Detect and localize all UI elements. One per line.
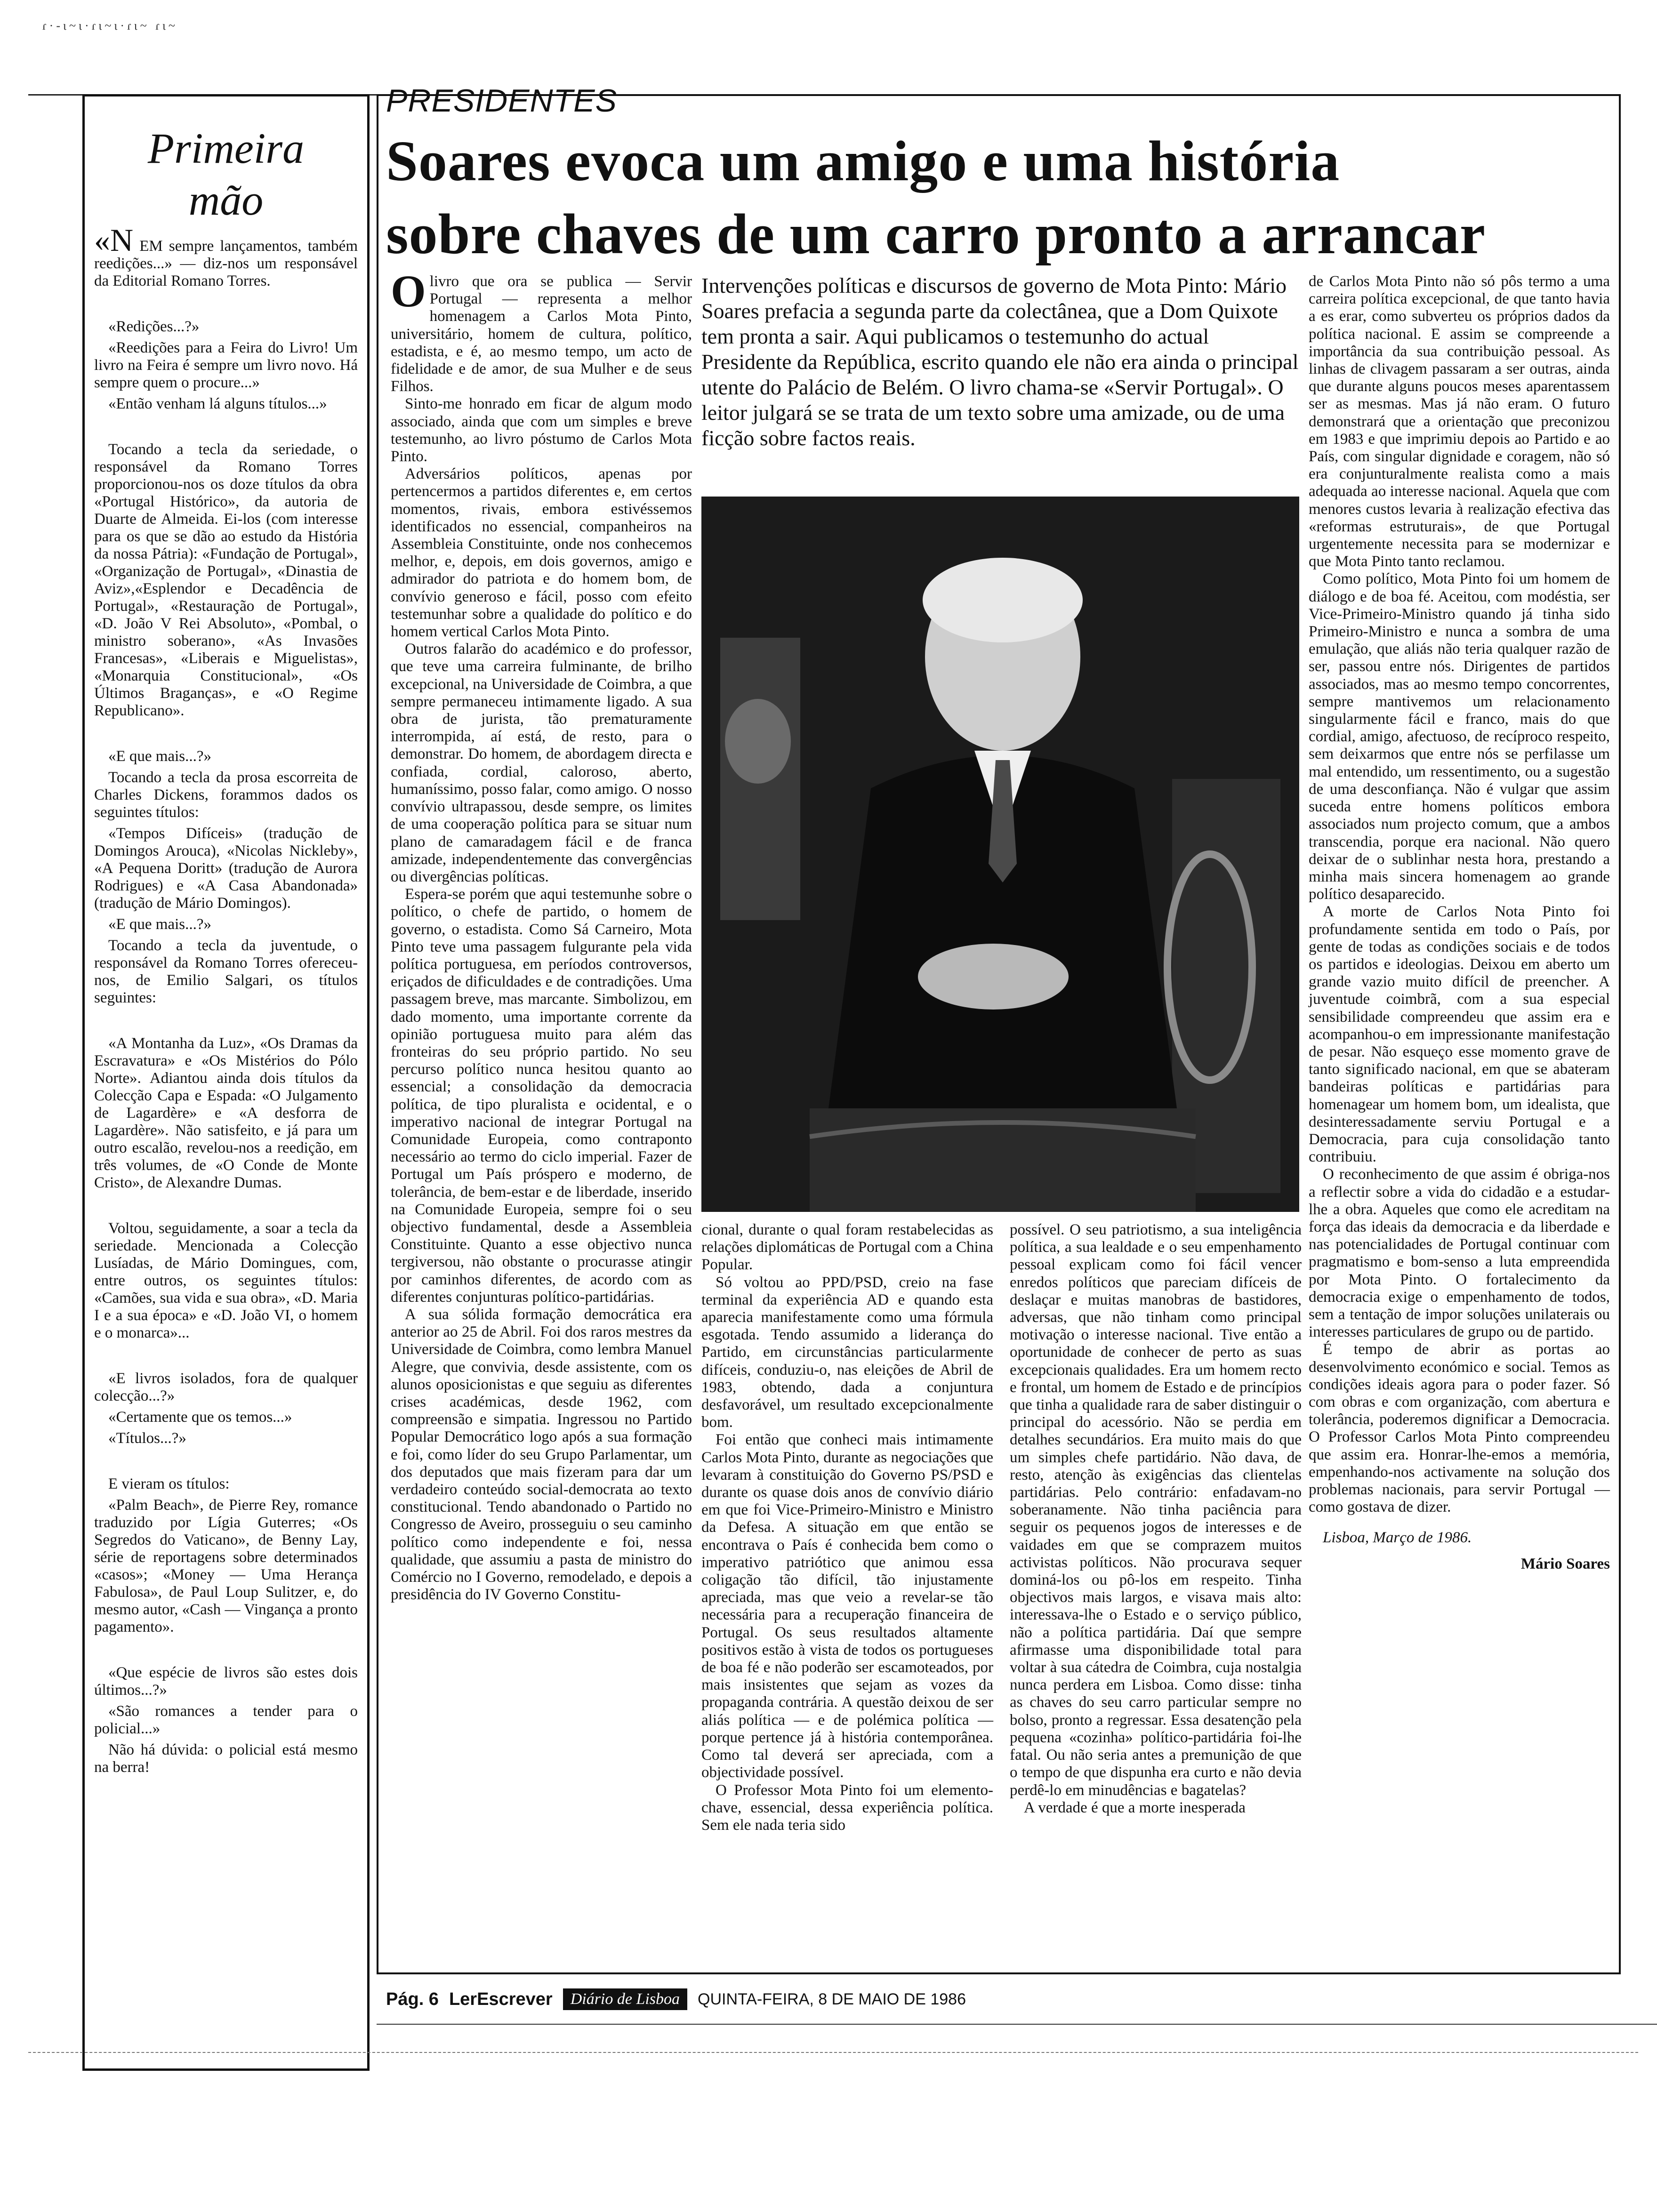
article-paragraph: Outros falarão do académico e do professor, que teve uma carreira fulminante, de brilho excepcional, na Universidade de Coimbra, a que sempre permaneceu intimamente ligado. A sua obra de jurista, tão prematuramente interrompida, aí está, de resto, para o demonstrar. Do homem, de abordagem directa e confiada, cordial, caloroso, aberto, humaníssimo, posso falar, como amigo. O nosso convívio ultrapassou, desde sempre, os limites de uma cooperação política para se situar num plano de camaradagem fácil e de franca amizade, independentemente das convergências ou divergências políticas.: [391, 641, 692, 885]
article-column-3: [1010, 1221, 1302, 1817]
sidebar-paragraph: «Tempos Difíceis» (tradução de Domingos Arouca), «Nicolas Nickleby», «A Pequena Doritt» (tradução de Aurora Rodrigues) e «A Casa Abandonada» (tradução de Mário Domingos).: [94, 825, 358, 912]
portrait-photo-image: [701, 497, 1299, 1212]
headline-line1: Soares evoca um amigo e uma história: [386, 129, 1340, 193]
article-paragraph: A sua sólida formação democrática era anterior ao 25 de Abril. Foi dos raros mestres da Universidade de Coimbra, como lembra Manuel Alegre, que convivia, desde assistente, com os alunos oposicionistas e que seguiu as diferentes crises académicas, desde 1962, com compreensão e simpatia. Ingressou no Partido Popular Democrático logo após a sua formação e foi, como líder do seu Grupo Parlamentar, um dos deputados que mais fizeram para dar um verdadeiro conteúdo social-democrata ao texto constitucional. Tendo abandonado o Partido no Congresso de Aveiro, prosseguiu o seu caminho político como independente e foi, nessa qualidade, que assumiu a pasta de ministro do Comércio no I Governo, remodelado, e depois a presidência do IV Governo Constitu-: [391, 1306, 692, 1603]
article-standfirst: Intervenções políticas e discursos de governo de Mota Pinto: Mário Soares prefacia a segunda parte da colectânea, que a Dom Quixote tem pronta a sair. Aqui publicamos o testemunho do actual Presidente da República, escrito quando ele não era ainda o principal utente do Palácio de Belém. O livro chama-se «Servir Portugal». O leitor julgará se se trata de um texto sobre uma amizade, ou de uma ficção sobre factos reais.: [701, 273, 1299, 450]
drop-cap: O: [391, 266, 426, 316]
footer-rule: [377, 2024, 1657, 2025]
article-paragraph: Foi então que conheci mais intimamente Carlos Mota Pinto, durante as negociações que levaram à constituição do Governo PS/PSD e durante os quase dois anos de convívio diário em que foi Vice-Primeiro-Ministro e Ministro da Defesa. A situação em que então se encontrava o País é conhecida bem como o imperativo patriótico que animou essa coligação tão difícil, tão injustamente apreciada, mas que veio a revelar-se tão necessária para a recuperação financeira de Portugal. Os seus resultados altamente positivos estão à vista de todos os portugueses de boa fé e não poderão ser escamoteados, por mais insistentes que sejam as vozes da propaganda contrária. A questão deixou de ser aliás política — e de polémica política — porque pertence já à história contemporânea. Como tal deverá ser apreciada, com a objectividade possível.: [701, 1431, 993, 1781]
article-paragraph-text: livro que ora se publica — Servir Portugal — representa a melhor homenagem a Carlos Mota Pinto, universitário, homem de cultura, político, estadista, e é, ao mesmo tempo, um acto de fidelidade e de amor, de sua Mulher e de seus Filhos.: [391, 273, 692, 395]
sidebar-lead-paragraph: [94, 222, 358, 290]
sidebar-paragraph: «Palm Beach», de Pierre Rey, romance traduzido por Lígia Guterres; «Os Segredos do Vaticano», de Benny Lay, série de reportagens sobre determinados «casos»; «Money — Uma Herança Fabulosa», de Paul Loup Sulitzer, e, do mesmo autor, «Cash — Vingança a pronto pagamento».: [94, 1497, 358, 1635]
article-paragraph: Adversários políticos, apenas por pertencermos a partidos diferentes e, em certos momentos, rivais, embora estivéssemos identificados no essencial, companheiros na Assembleia Constituinte, onde nos conhecemos melhor, e, depois, em dois governos, amigo e admirador do patriota e do homem bom, de convívio generoso e fácil, posso com efeito testemunhar sobre a qualidade do político e do homem vertical Carlos Mota Pinto.: [391, 465, 692, 641]
page-top-mark: ɾ·‑ι~ι·ɾι~ι·ɾι~ ɾι~: [42, 19, 178, 32]
article-paragraph: O Professor Mota Pinto foi um elemento-chave, essencial, dessa experiência política. Sem ele nada teria sido: [701, 1781, 993, 1834]
sidebar-paragraph: «E que mais...?»: [108, 916, 212, 933]
article-paragraph: A verdade é que a morte inesperada: [1024, 1799, 1246, 1816]
sidebar-paragraph: E vieram os títulos:: [108, 1475, 230, 1492]
sidebar-paragraph: «Redições...?»: [108, 318, 200, 335]
sidebar-paragraph: Tocando a tecla da seriedade, o responsável da Romano Torres proporcionou-nos os doze títulos da obra «Portugal Histórico», da autoria de Duarte de Almeida. Ei-los (com interesse para os que se dão ao estudo da História da nossa Pátria): «Fundação de Portugal», «Organização de Portugal», «Dinastia de Aviz»,«Esplendor e Decadência de Portugal», «Restauração de Portugal», «D. João V Rei Absoluto», «Pombal, o ministro soberano», «As Invasões Francesas», «Liberais e Miguelistas», «Monarquia Constitucional», «Os Últimos Braganças», e «O Regime Republicano».: [94, 441, 358, 719]
headline-line2: sobre chaves de um carro pronto a arrancar: [386, 202, 1486, 266]
sidebar-title: [89, 122, 362, 226]
footer-date: QUINTA-FEIRA, 8 DE MAIO DE 1986: [698, 1990, 966, 2008]
signature-name: Mário Soares: [1520, 1555, 1610, 1572]
article-paragraph: Como político, Mota Pinto foi um homem de diálogo e de boa fé. Aceitou, com modéstia, ser Vice-Primeiro-Ministro quando já tinha sido Primeiro-Ministro e nunca a sombra de uma emulação, que aliás não teria qualquer razão de ser, passou entre nós. Dirigentes de partidos associados, mas ao mesmo tempo concorrentes, sempre mantivemos um relacionamento singularmente fácil e franco, mais do que cordial, amigo, afectuoso, de recíproco respeito, sem deixarmos que entre nós se perfilasse um mal entendido, um ressentimento, ou a sugestão de uma desconfiança. Não é vulgar que assim suceda entre homens políticos embora associados num projecto comum, que a ambos transcendia, porque era nacional. Não quero deixar de o sublinhar nesta hora, prestando a minha mais sincera homenagem ao grande político desaparecido.: [1309, 570, 1610, 903]
article-paragraph: cional, durante o qual foram restabelecidas as relações diplomáticas de Portugal com a China Popular.: [701, 1221, 993, 1274]
article-paragraph: Espera-se porém que aqui testemunhe sobre o político, o chefe de partido, o homem de governo, o estadista. Como Sá Carneiro, Mota Pinto teve uma passagem fulgurante pela vida política portuguesa, em períodos controversos, eriçados de dificuldades e de contradições. Uma passagem breve, mas marcante. Simbolizou, em dado momento, uma importante corrente da opinião portuguesa muito para além das fronteiras do seu próprio partido. No seu percurso político nunca hesitou quanto ao essencial; a consolidação da democracia política, de tipo pluralista e ocidental, e o imperativo nacional de integrar Portugal na Comunidade Europeia, como contraponto necessário ao termo do ciclo imperial. Fazer de Portugal um País próspero e moderno, de tolerância, de bem-estar e de liberdade, inserido na Comunidade Europeia, sempre foi o seu objectivo fundamental, desde a Assembleia Constituinte. Quanto a esse objectivo nunca tergiversou, não obstante o procurasse atingir por caminhos diferentes, de acordo com as diferentes conjunturas político-partidárias.: [391, 886, 692, 1306]
sidebar-paragraph: Tocando a tecla da juventude, o responsável da Romano Torres ofereceu-nos, de Emilio Salgari, os títulos seguintes:: [94, 937, 358, 1006]
sidebar-title-line1: Primeira: [147, 124, 305, 172]
portrait-photo: [701, 497, 1299, 1212]
sidebar-lead-cap: «N: [94, 222, 134, 258]
sidebar-paragraph: «São romances a tender para o policial...»: [94, 1703, 358, 1737]
signature-place: Lisboa, Março de 1986.: [1323, 1529, 1472, 1547]
sidebar-paragraph: Tocando a tecla da prosa escorreita de Charles Dickens, forammos dados os seguintes títulos:: [94, 769, 358, 821]
sidebar-paragraph: «Então venham lá alguns títulos...»: [108, 395, 327, 412]
article-paragraph: O reconhecimento de que assim é obriga-nos a reflectir sobre a vida do cidadão e a estudar-lhe a obra. Aqueles que como ele acreditam na força das ideais da democracia e da liberdade e nas potencialidades de Portugal continuar com pragmatismo e bom-senso a luta empreendida por Mota Pinto. O fortalecimento da democracia exige o empenhamento de todos, sem a tentação de impor soluções unilaterais ou interesses particulares de grupo ou de partido.: [1309, 1166, 1610, 1341]
sidebar-paragraph: «Que espécie de livros são estes dois últimos...?»: [94, 1664, 358, 1699]
sidebar-paragraph: «Reedições para a Feira do Livro! Um livro na Feira é sempre um livro novo. Há sempre quem o procure...»: [94, 339, 358, 391]
sidebar-paragraph: EM sempre lançamentos, também reedições...» — diz-nos um responsável da Editorial Romano Torres.: [94, 238, 358, 289]
sidebar-paragraph: «A Montanha da Luz», «Os Dramas da Escravatura» e «Os Mistérios do Pólo Norte». Adiantou ainda dois títulos da Colecção Capa e Espada: «O Julgamento de Lagardère» e «A desforra de Lagardère». Não satisfeito, e já para um outro escalão, revelou-nos a reedição, em três volumes, de «O Conde de Monte Cristo», de Alexandre Dumas.: [94, 1035, 358, 1191]
footer-section: LerEscrever: [449, 1989, 553, 2009]
article-paragraph: A morte de Carlos Nota Pinto foi profundamente sentida em todo o País, por gente de todas as condições sociais e de todos os partidos e ideologias. Deixou em aberto um grande vazio muito difícil de preencher. A juventude coimbrã, com a sua especial sensibilidade compreendeu que assim era e acompanhou-o em impressionante manifestação de pesar. Não esqueço esse momento grave de tanto significado nacional, em que se abateram bandeiras políticas e partidárias para homenagear um homem bom, um idealista, que desinteressadamente serviu Portugal e a Democracia, para cuja consolidação tanto contribuiu.: [1309, 903, 1610, 1166]
article-paragraph: É tempo de abrir as portas ao desenvolvimento económico e social. Temos as condições ideais agora para o poder fazer. Só com obras e com organização, com abertura e tolerância, poderemos dignificar a Democracia. O Professor Carlos Mota Pinto compreendeu que assim era. Honrar-lhe-emos a memória, empenhando-nos activamente na solução dos problemas nacionais, para servir Portugal — como gostava de dizer.: [1309, 1341, 1610, 1516]
article-paragraph: Só voltou ao PPD/PSD, creio na fase terminal da experiência AD e quando esta aparecia manifestamente como uma fórmula esgotada. Tendo assumido a liderança do Partido, em circunstâncias particularmente difíceis, conduziu-o, nas eleições de Abril de 1983, obtendo, dada a conjuntura desfavorável, um resultado excepcionalmente bom.: [701, 1274, 993, 1431]
sidebar-paragraph: «E que mais...?»: [108, 748, 212, 765]
sidebar-paragraph: «E livros isolados, fora de qualquer colecção...?»: [94, 1370, 358, 1404]
page-footer: [386, 1988, 966, 2010]
article-paragraph: possível. O seu patriotismo, a sua inteligência política, a sua lealdade e o seu empenhamento pessoal explicam como foi fácil vencer enredos políticos que pareciam difíceis de deslaçar e muitas manobras de bastidores, adversas, que não tinham como principal motivação o interesse nacional. Tive então a oportunidade de conhecer de perto as suas excepcionais qualidades. Era um homem recto e frontal, um homem de Estado e de princípios que tinha a qualidade rara de saber distinguir o principal do acessório. Não se perdia em detalhes secundários. Era muito mais do que um simples chefe partidário. Não dava, de resto, atenção às exigências das clientelas partidárias. Pelo contrário: enfadavam-no soberanamente. Não tinha paciência para seguir os pequenos jogos de interesses e de vaidades em que se comprazem muitos activistas políticos. Não procurava sequer dominá-los ou pô-los em respeito. Tinha objectivos mais largos, e visava mais alto: interessava-lhe o Estado e o serviço público, não a política partidária. Daí que sempre afirmasse uma disponibilidade total para voltar à sua cátedra de Coimbra, cuja nostalgia nunca perdera em Lisboa. Como disse: tinha as chaves do seu carro particular sempre no bolso, pronto a regressar. Essa desatenção pela pequena «cozinha» político-partidária foi-lhe fatal. Ou não seria antes a premunição de que o tempo de que dispunha era curto e não devia perdê-lo em minudências e bagatelas?: [1010, 1221, 1302, 1799]
sidebar-paragraph: Não há dúvida: o policial está mesmo na berra!: [94, 1741, 358, 1776]
footer-dashed-line: [28, 2052, 1638, 2053]
article-paragraph: [391, 266, 692, 395]
sidebar-paragraph: «Certamente que os temos...»: [108, 1409, 292, 1426]
sidebar-paragraph: Voltou, seguidamente, a soar a tecla da seriedade. Mencionada a Colecção Lusíadas, de Mário Domingues, com, entre outros, os seguintes títulos: «Camões, sua vida e sua obra», «D. Maria I e a sua época» e «D. João VI, o homem e o monarca»...: [94, 1220, 358, 1341]
sidebar-body: [94, 222, 358, 1780]
footer-page-number: Pág. 6: [386, 1989, 439, 2009]
article-paragraph: de Carlos Mota Pinto não só pôs termo a uma carreira política excepcional, de que tanto havia a es erar, como subverteu os próprios dados da política nacional. E assim se compreende a importância da sua contribuição pessoal. As linhas de clivagem passaram a ser outras, ainda que durante alguns poucos meses aparentassem ser as mesmas. Mas já não eram. O futuro demonstrará que a orientação que preconizou em 1983 e que imprimiu depois ao Partido e ao País, com singular dignidade e coragem, não só era conjunturalmente realista como a mais adequada ao interesse nacional. Aquela que com menores custos levaria à realização efectiva das «reformas estruturais», de que Portugal urgentemente necessita para se modernizar e que Mota Pinto tanto reclamou.: [1309, 273, 1610, 570]
article-headline: [386, 125, 1610, 271]
footer-newspaper-logo: Diário de Lisboa: [563, 1988, 687, 2010]
article-column-1: [391, 266, 692, 1603]
article-column-2: [701, 1221, 993, 1834]
sidebar-paragraph: «Títulos...?»: [108, 1430, 186, 1447]
article-paragraph: Sinto-me honrado em ficar de algum modo associado, ainda que com um simples e breve testemunho, ao livro póstumo de Carlos Mota Pinto.: [391, 395, 692, 465]
article-kicker: PRESIDENTES: [386, 83, 617, 119]
article-column-4: [1309, 273, 1610, 1573]
sidebar-title-line2: mão: [188, 176, 264, 224]
